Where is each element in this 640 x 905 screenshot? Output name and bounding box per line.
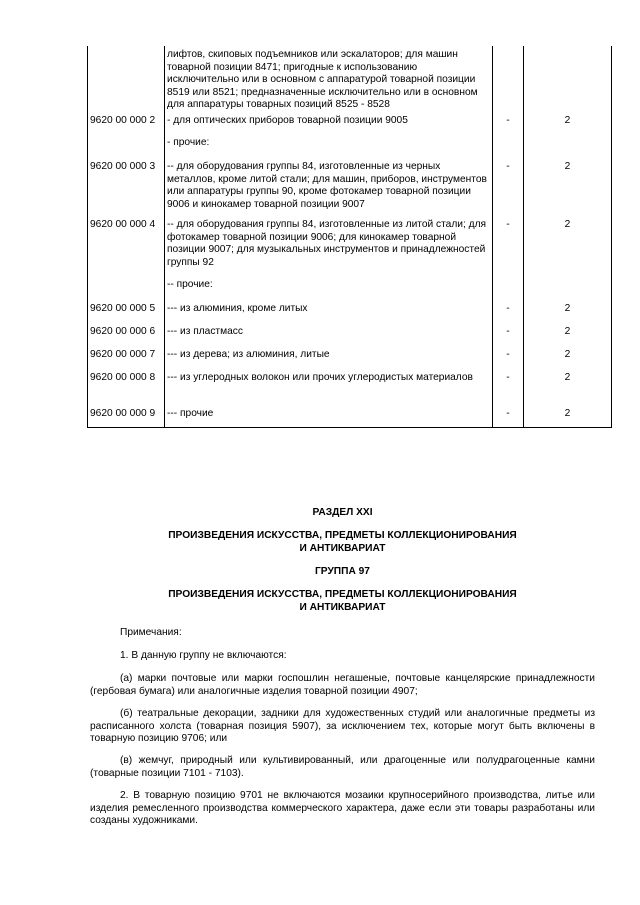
commodity-description: --- из дерева; из алюминия, литые bbox=[165, 349, 493, 372]
commodity-code: 9620 00 000 7 bbox=[88, 349, 165, 372]
table-row bbox=[88, 303, 612, 326]
commodity-code bbox=[88, 279, 165, 303]
note-item-c-block bbox=[90, 755, 595, 780]
group-heading: ГРУППА 97 bbox=[315, 566, 370, 577]
table-row bbox=[88, 349, 612, 372]
commodity-description: --- прочие bbox=[165, 408, 493, 428]
group-title-line1: ПРОИЗВЕДЕНИЯ ИСКУССТВА, ПРЕДМЕТЫ КОЛЛЕКЦИОНИРОВАНИЯ bbox=[168, 589, 517, 600]
commodity-description: -- прочие: bbox=[165, 279, 493, 303]
supplementary-unit: - bbox=[493, 161, 524, 219]
duty-rate: 2 bbox=[524, 219, 612, 279]
supplementary-unit: - bbox=[493, 115, 524, 137]
supplementary-unit: - bbox=[493, 349, 524, 372]
note-2-block bbox=[90, 790, 595, 828]
table-row bbox=[88, 372, 612, 408]
note-item-c: (в) жемчуг, природный или культивированный, или драгоценные или полудрагоценные камни (товарные позиции 7101 - 7103). bbox=[90, 755, 595, 779]
supplementary-unit: - bbox=[493, 303, 524, 326]
section-header bbox=[90, 507, 595, 520]
supplementary-unit: - bbox=[493, 326, 524, 349]
notes-label-block bbox=[90, 627, 595, 640]
table-row bbox=[88, 46, 612, 115]
section-title-line2: И АНТИКВАРИАТ bbox=[299, 542, 386, 554]
supplementary-unit bbox=[493, 279, 524, 303]
duty-rate: 2 bbox=[524, 115, 612, 137]
commodity-code: 9620 00 000 4 bbox=[88, 219, 165, 279]
table-row bbox=[88, 115, 612, 137]
table-row bbox=[88, 326, 612, 349]
commodity-code: 9620 00 000 8 bbox=[88, 372, 165, 408]
note-item-b: (б) театральные декорации, задники для художественных студий или аналогичные предметы из расписанного холста (товарная позиция 5907), за исключением тех, которые могут быть включены в товарную позицию 9706; или bbox=[90, 708, 595, 745]
duty-rate: 2 bbox=[524, 408, 612, 428]
duty-rate: 2 bbox=[524, 326, 612, 349]
section-title bbox=[90, 530, 595, 555]
supplementary-unit bbox=[493, 137, 524, 161]
commodity-description: --- из углеродных волокон или прочих углеродистых материалов bbox=[165, 372, 493, 408]
commodity-description: --- из пластмасс bbox=[165, 326, 493, 349]
duty-rate: 2 bbox=[524, 303, 612, 326]
table-row bbox=[88, 219, 612, 279]
note-1: 1. В данную группу не включаются: bbox=[120, 650, 287, 661]
section-heading: РАЗДЕЛ XXI bbox=[312, 507, 373, 518]
commodity-code: 9620 00 000 9 bbox=[88, 408, 165, 428]
commodity-code bbox=[88, 46, 165, 115]
table-row bbox=[88, 408, 612, 428]
duty-rate bbox=[524, 137, 612, 161]
commodity-description: - прочие: bbox=[165, 137, 493, 161]
commodity-description: -- для оборудования группы 84, изготовленные из литой стали; для фотокамер товарной позиции 9006; для кинокамер товарной позиции 9007; для музыкальных инструментов и принадлежностей группы 92 bbox=[165, 219, 493, 279]
note-2: 2. В товарную позицию 9701 не включаются мозаики крупносерийного производства, литье или изделия ремесленного производства коммерческого характера, даже если эти товары разработаны или созданы художниками. bbox=[90, 790, 595, 827]
notes-label: Примечания: bbox=[120, 627, 182, 638]
supplementary-unit: - bbox=[493, 372, 524, 408]
commodity-code: 9620 00 000 6 bbox=[88, 326, 165, 349]
commodity-description: -- для оборудования группы 84, изготовленные из черных металлов, кроме литой стали; для машин, приборов, инструментов или аппаратуры группы 90, кроме фотокамер товарной позиции 9006 и кинокамер товарной позиции 9007 bbox=[165, 161, 493, 219]
commodity-code: 9620 00 000 2 bbox=[88, 115, 165, 137]
group-title bbox=[90, 589, 595, 614]
table-row bbox=[88, 279, 612, 303]
supplementary-unit: - bbox=[493, 408, 524, 428]
table-row bbox=[88, 161, 612, 219]
section-title-line1: ПРОИЗВЕДЕНИЯ ИСКУССТВА, ПРЕДМЕТЫ КОЛЛЕКЦИОНИРОВАНИЯ bbox=[168, 530, 517, 541]
note-1-block bbox=[90, 650, 595, 663]
duty-rate bbox=[524, 279, 612, 303]
group-header bbox=[90, 566, 595, 579]
commodity-code bbox=[88, 137, 165, 161]
commodity-code: 9620 00 000 3 bbox=[88, 161, 165, 219]
supplementary-unit bbox=[493, 46, 524, 115]
duty-rate bbox=[524, 46, 612, 115]
commodity-code: 9620 00 000 5 bbox=[88, 303, 165, 326]
note-item-b-block bbox=[90, 708, 595, 746]
commodity-description: - для оптических приборов товарной позиции 9005 bbox=[165, 115, 493, 137]
tariff-table bbox=[87, 46, 612, 428]
note-item-a-block bbox=[90, 673, 595, 698]
note-item-a: (а) марки почтовые или марки госпошлин негашеные, почтовые канцелярские принадлежности (гербовая бумага) или аналогичные изделия товарной позиции 4907; bbox=[90, 673, 595, 697]
table-row bbox=[88, 137, 612, 161]
commodity-description: --- из алюминия, кроме литых bbox=[165, 303, 493, 326]
supplementary-unit: - bbox=[493, 219, 524, 279]
duty-rate: 2 bbox=[524, 349, 612, 372]
duty-rate: 2 bbox=[524, 161, 612, 219]
duty-rate: 2 bbox=[524, 372, 612, 408]
commodity-description: лифтов, скиповых подъемников или эскалаторов; для машин товарной позиции 8471; пригодные к использованию исключительно или в основном с аппаратурой товарной позиции 8519 или 8521; предназначенные исключительно или в основном для аппаратуры товарных позиций 8525 - 8528 bbox=[165, 46, 493, 115]
group-title-line2: И АНТИКВАРИАТ bbox=[299, 601, 386, 613]
